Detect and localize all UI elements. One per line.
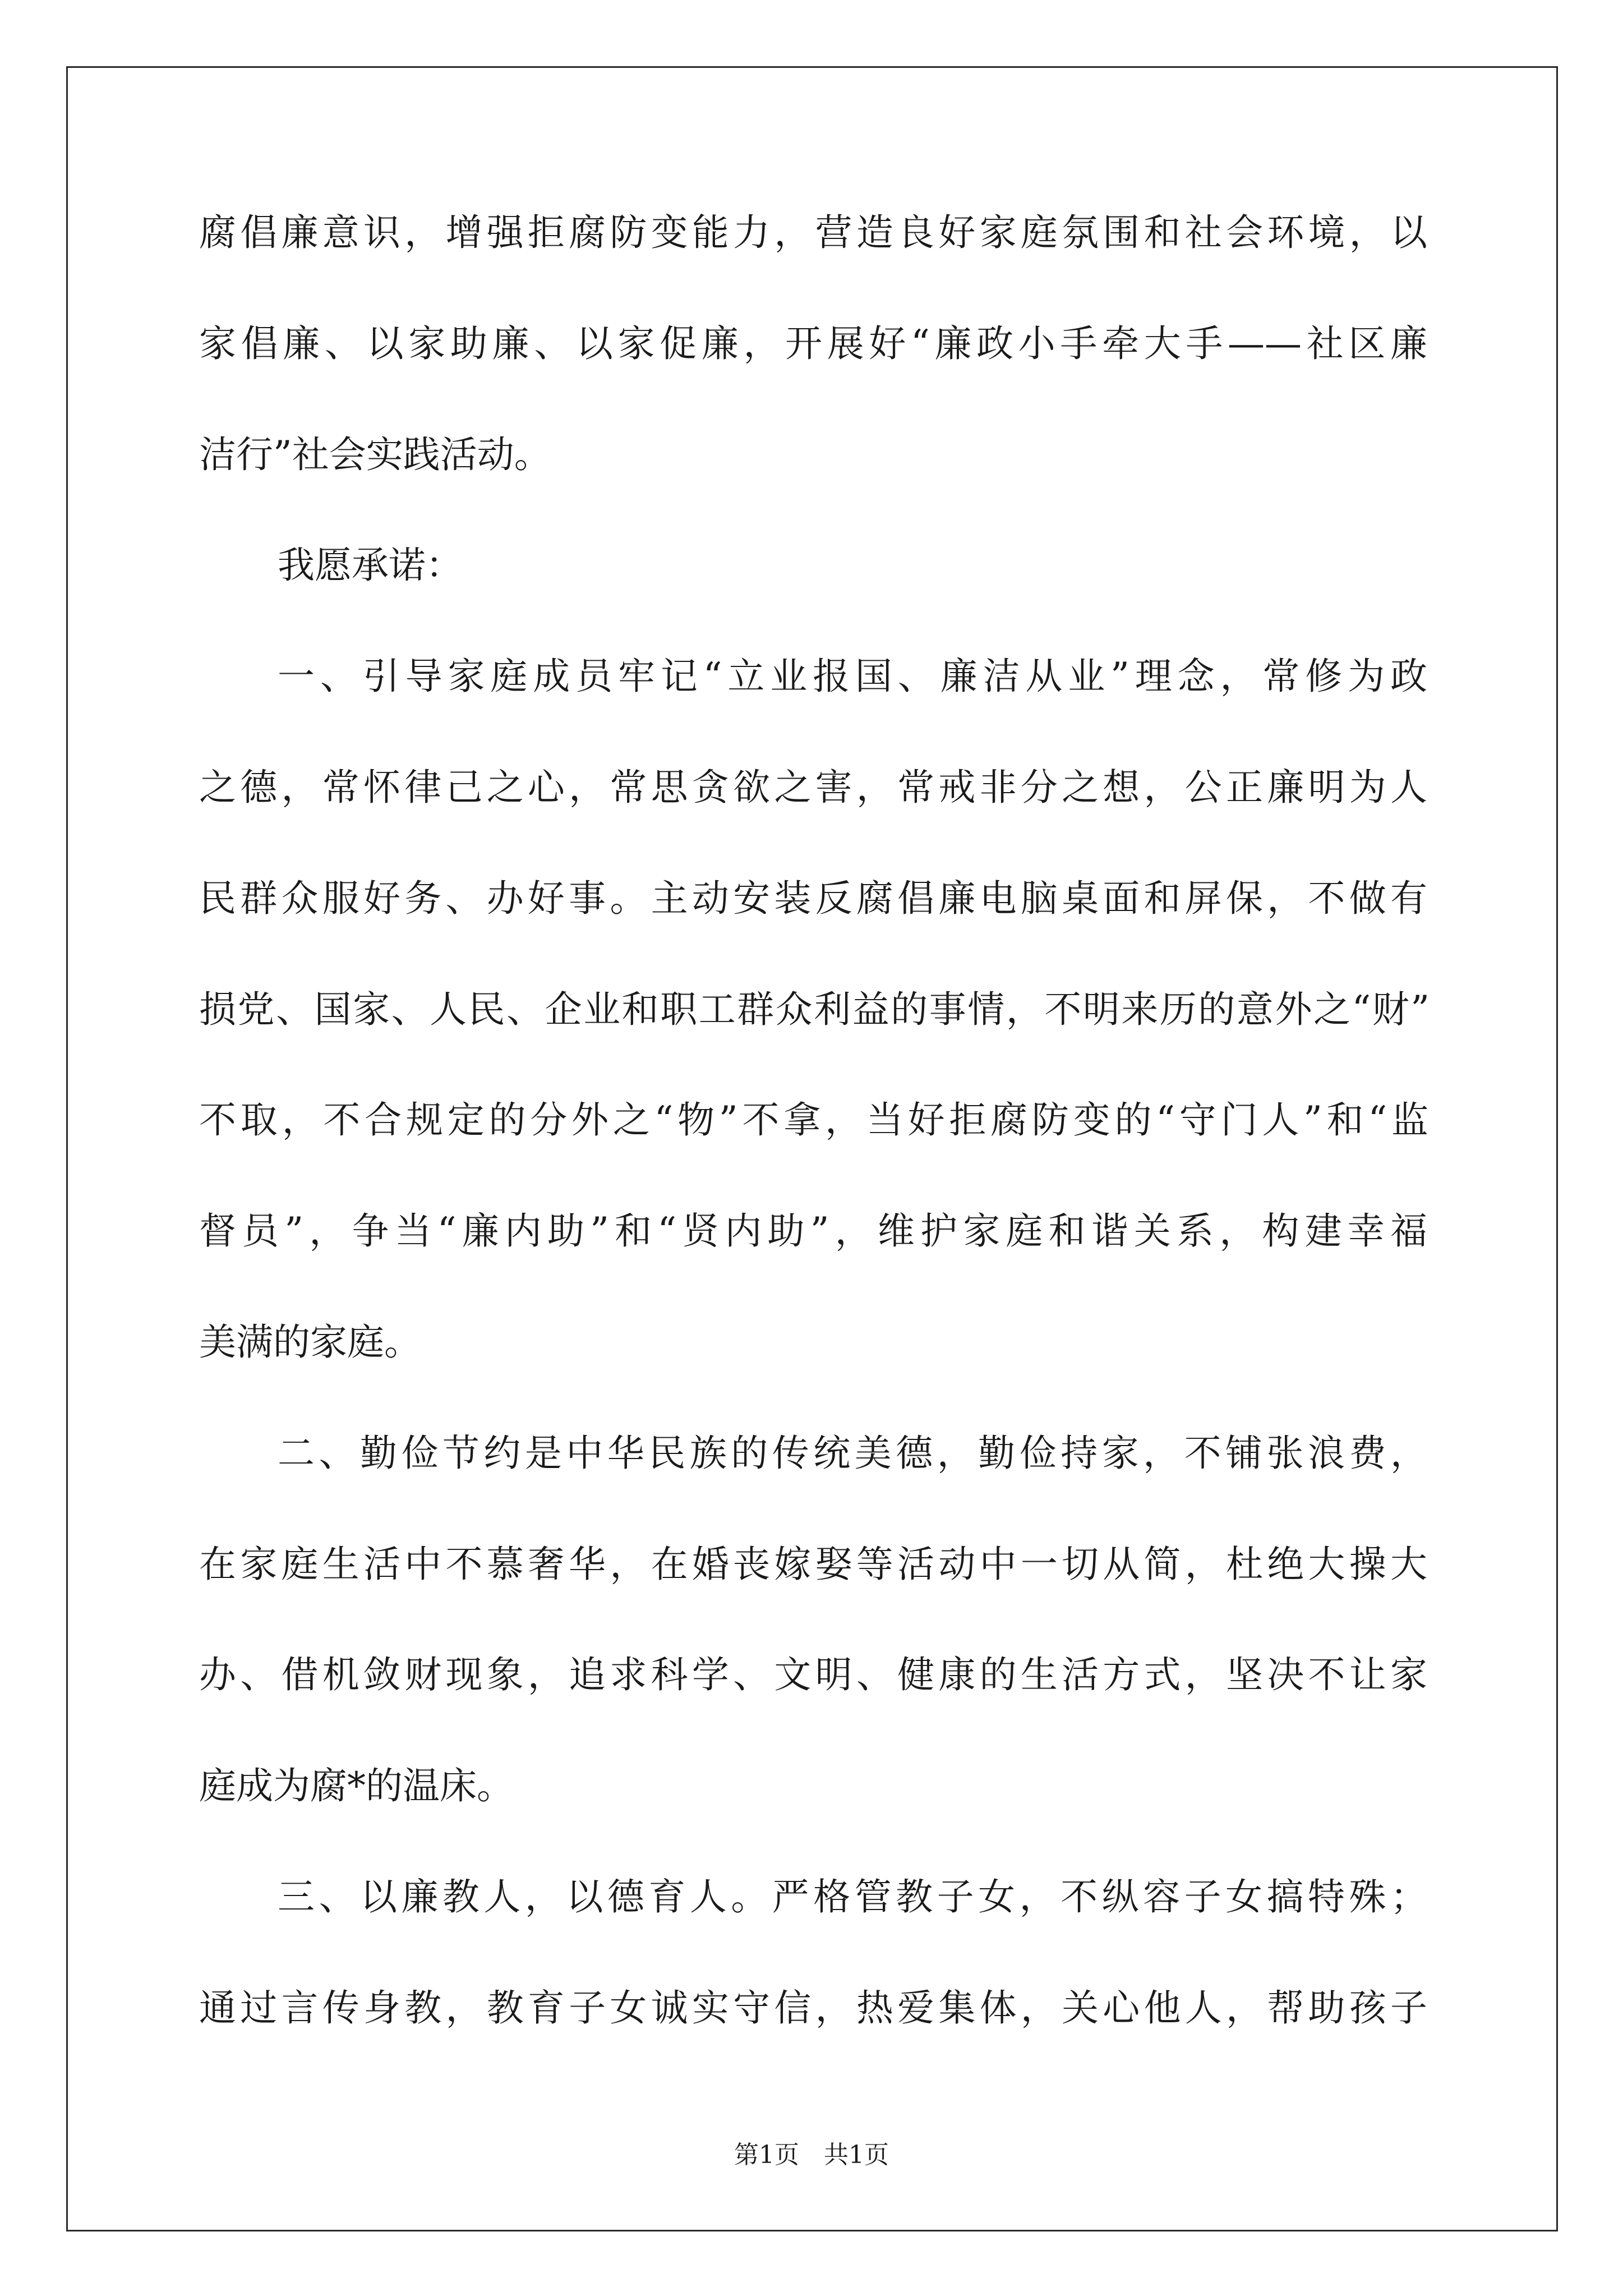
text-line: 办、借机敛财现象，追求科学、文明、健康的生活方式，坚决不让家 [199,1653,1427,1696]
text-line: 腐倡廉意识，增强拒腐防变能力，营造良好家庭氛围和社会环境，以 [199,211,1427,254]
text-line: 不取，不合规定的分外之“物”不拿，当好拒腐防变的“守门人”和“监 [199,1098,1427,1142]
text-line: 民群众服好务、办好事。主动安装反腐倡廉电脑桌面和屏保，不做有 [199,877,1427,920]
text-line: 督员”，争当“廉内助”和“贤内助”，维护家庭和谐关系，构建幸福 [199,1209,1427,1253]
text-line: 我愿承诺： [278,544,463,587]
text-line: 三、以廉教人，以德育人。严格管教子女，不纵容子女搞特殊； [278,1875,1427,1918]
text-line: 在家庭生活中不慕奢华，在婚丧嫁娶等活动中一切从简，杜绝大操大 [199,1543,1427,1586]
text-line: 洁行”社会实践活动。 [199,433,551,476]
text-line: 损党、国家、人民、企业和职工群众利益的事情，不明来历的意外之“财” [199,988,1427,1031]
text-line: 之德，常怀律己之心，常思贪欲之害，常戒非分之想，公正廉明为人 [199,766,1427,809]
page-number-footer: 第1页 共1页 [734,2141,889,2169]
text-line: 庭成为腐*的温床。 [199,1764,514,1807]
text-line: 美满的家庭。 [199,1320,421,1364]
text-line: 通过言传身教，教育子女诚实守信，热爱集体，关心他人，帮助孩子 [199,1986,1427,2030]
text-line: 二、勤俭节约是中华民族的传统美德，勤俭持家，不铺张浪费， [278,1432,1427,1475]
text-line: 一、引导家庭成员牢记“立业报国、廉洁从业”理念，常修为政 [278,655,1427,698]
text-line: 家倡廉、以家助廉、以家促廉，开展好“廉政小手牵大手——社区廉 [199,322,1427,365]
